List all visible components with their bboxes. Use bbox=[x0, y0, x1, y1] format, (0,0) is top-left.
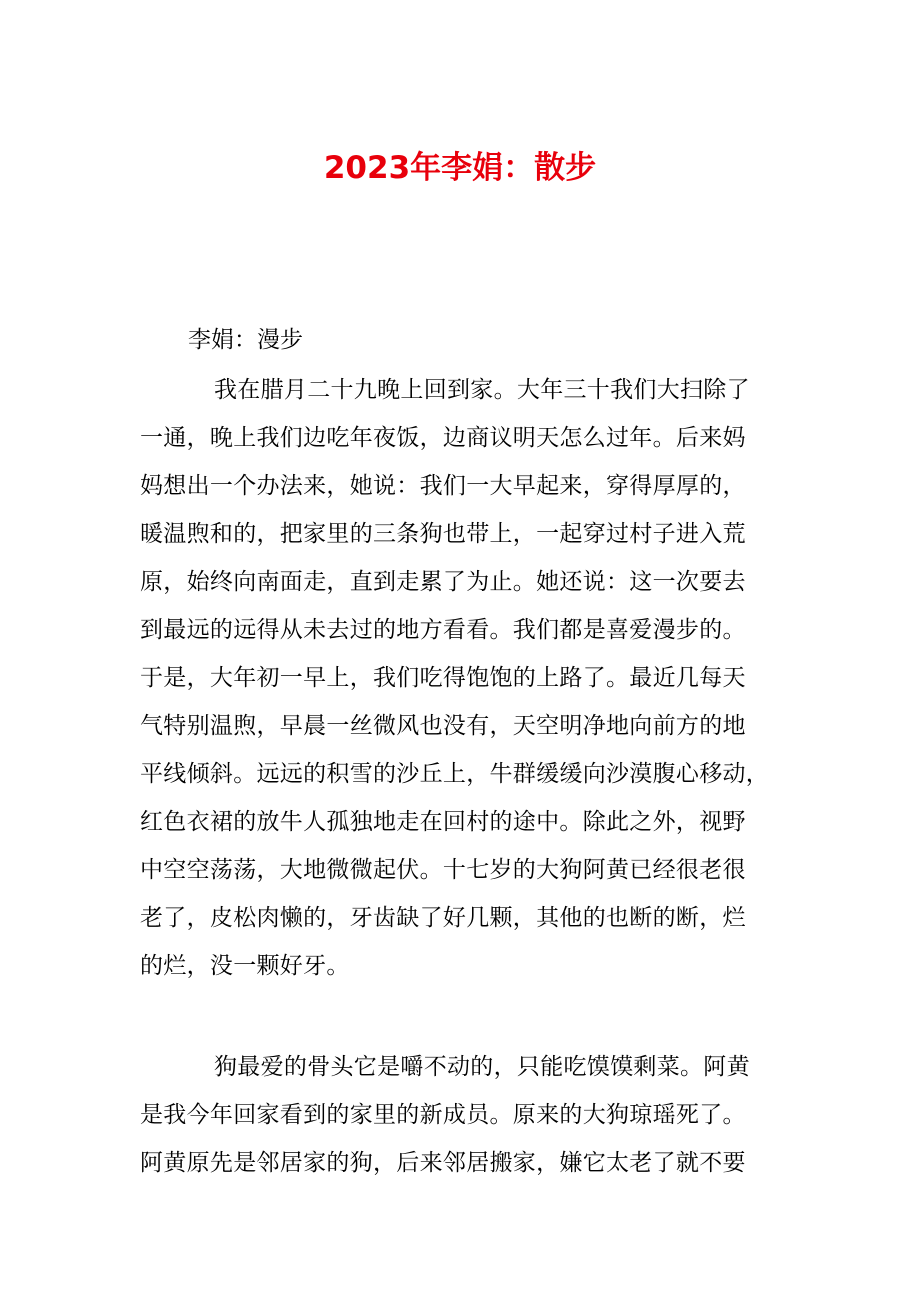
text-line: 平线倾斜。远远的积雪的沙丘上，牛群缓缓向沙漠腹心移动， bbox=[140, 761, 770, 787]
text-line: 是我今年回家看到的家里的新成员。原来的大狗琼瑶死了。 bbox=[140, 1102, 746, 1128]
text-line: 到最远的远得从未去过的地方看看。我们都是喜爱漫步的。 bbox=[140, 617, 746, 643]
text-line: 暖温煦和的，把家里的三条狗也带上，一起穿过村子进入荒 bbox=[140, 521, 746, 547]
text-line: 妈想出一个办法来，她说：我们一大早起来，穿得厚厚的， bbox=[140, 473, 746, 499]
document-subtitle: 李娟：漫步 bbox=[188, 327, 303, 353]
text-line: 一通，晚上我们边吃年夜饭，边商议明天怎么过年。后来妈 bbox=[140, 425, 746, 451]
text-line: 气特别温煦，早晨一丝微风也没有，天空明净地向前方的地 bbox=[140, 713, 746, 739]
text-line: 老了，皮松肉懒的，牙齿缺了好几颗，其他的也断的断，烂 bbox=[140, 905, 746, 931]
text-line: 中空空荡荡，大地微微起伏。十七岁的大狗阿黄已经很老很 bbox=[140, 857, 746, 883]
text-line: 狗最爱的骨头它是嚼不动的，只能吃馍馍剩菜。阿黄 bbox=[214, 1054, 750, 1080]
text-line: 原，始终向南面走，直到走累了为止。她还说：这一次要去 bbox=[140, 569, 746, 595]
text-line: 我在腊月二十九晚上回到家。大年三十我们大扫除了 bbox=[214, 377, 750, 403]
document-title: 2023年李娟：散步 bbox=[323, 150, 597, 186]
paragraph-2 bbox=[140, 1043, 800, 1187]
text-line: 于是，大年初一早上，我们吃得饱饱的上路了。最近几每天 bbox=[140, 665, 746, 691]
text-line: 的烂，没一颗好牙。 bbox=[140, 953, 350, 979]
text-line: 红色衣裙的放牛人孤独地走在回村的途中。除此之外，视野 bbox=[140, 809, 746, 835]
text-line: 阿黄原先是邻居家的狗，后来邻居搬家，嫌它太老了就不要 bbox=[140, 1150, 746, 1176]
paragraph-1 bbox=[140, 366, 800, 990]
